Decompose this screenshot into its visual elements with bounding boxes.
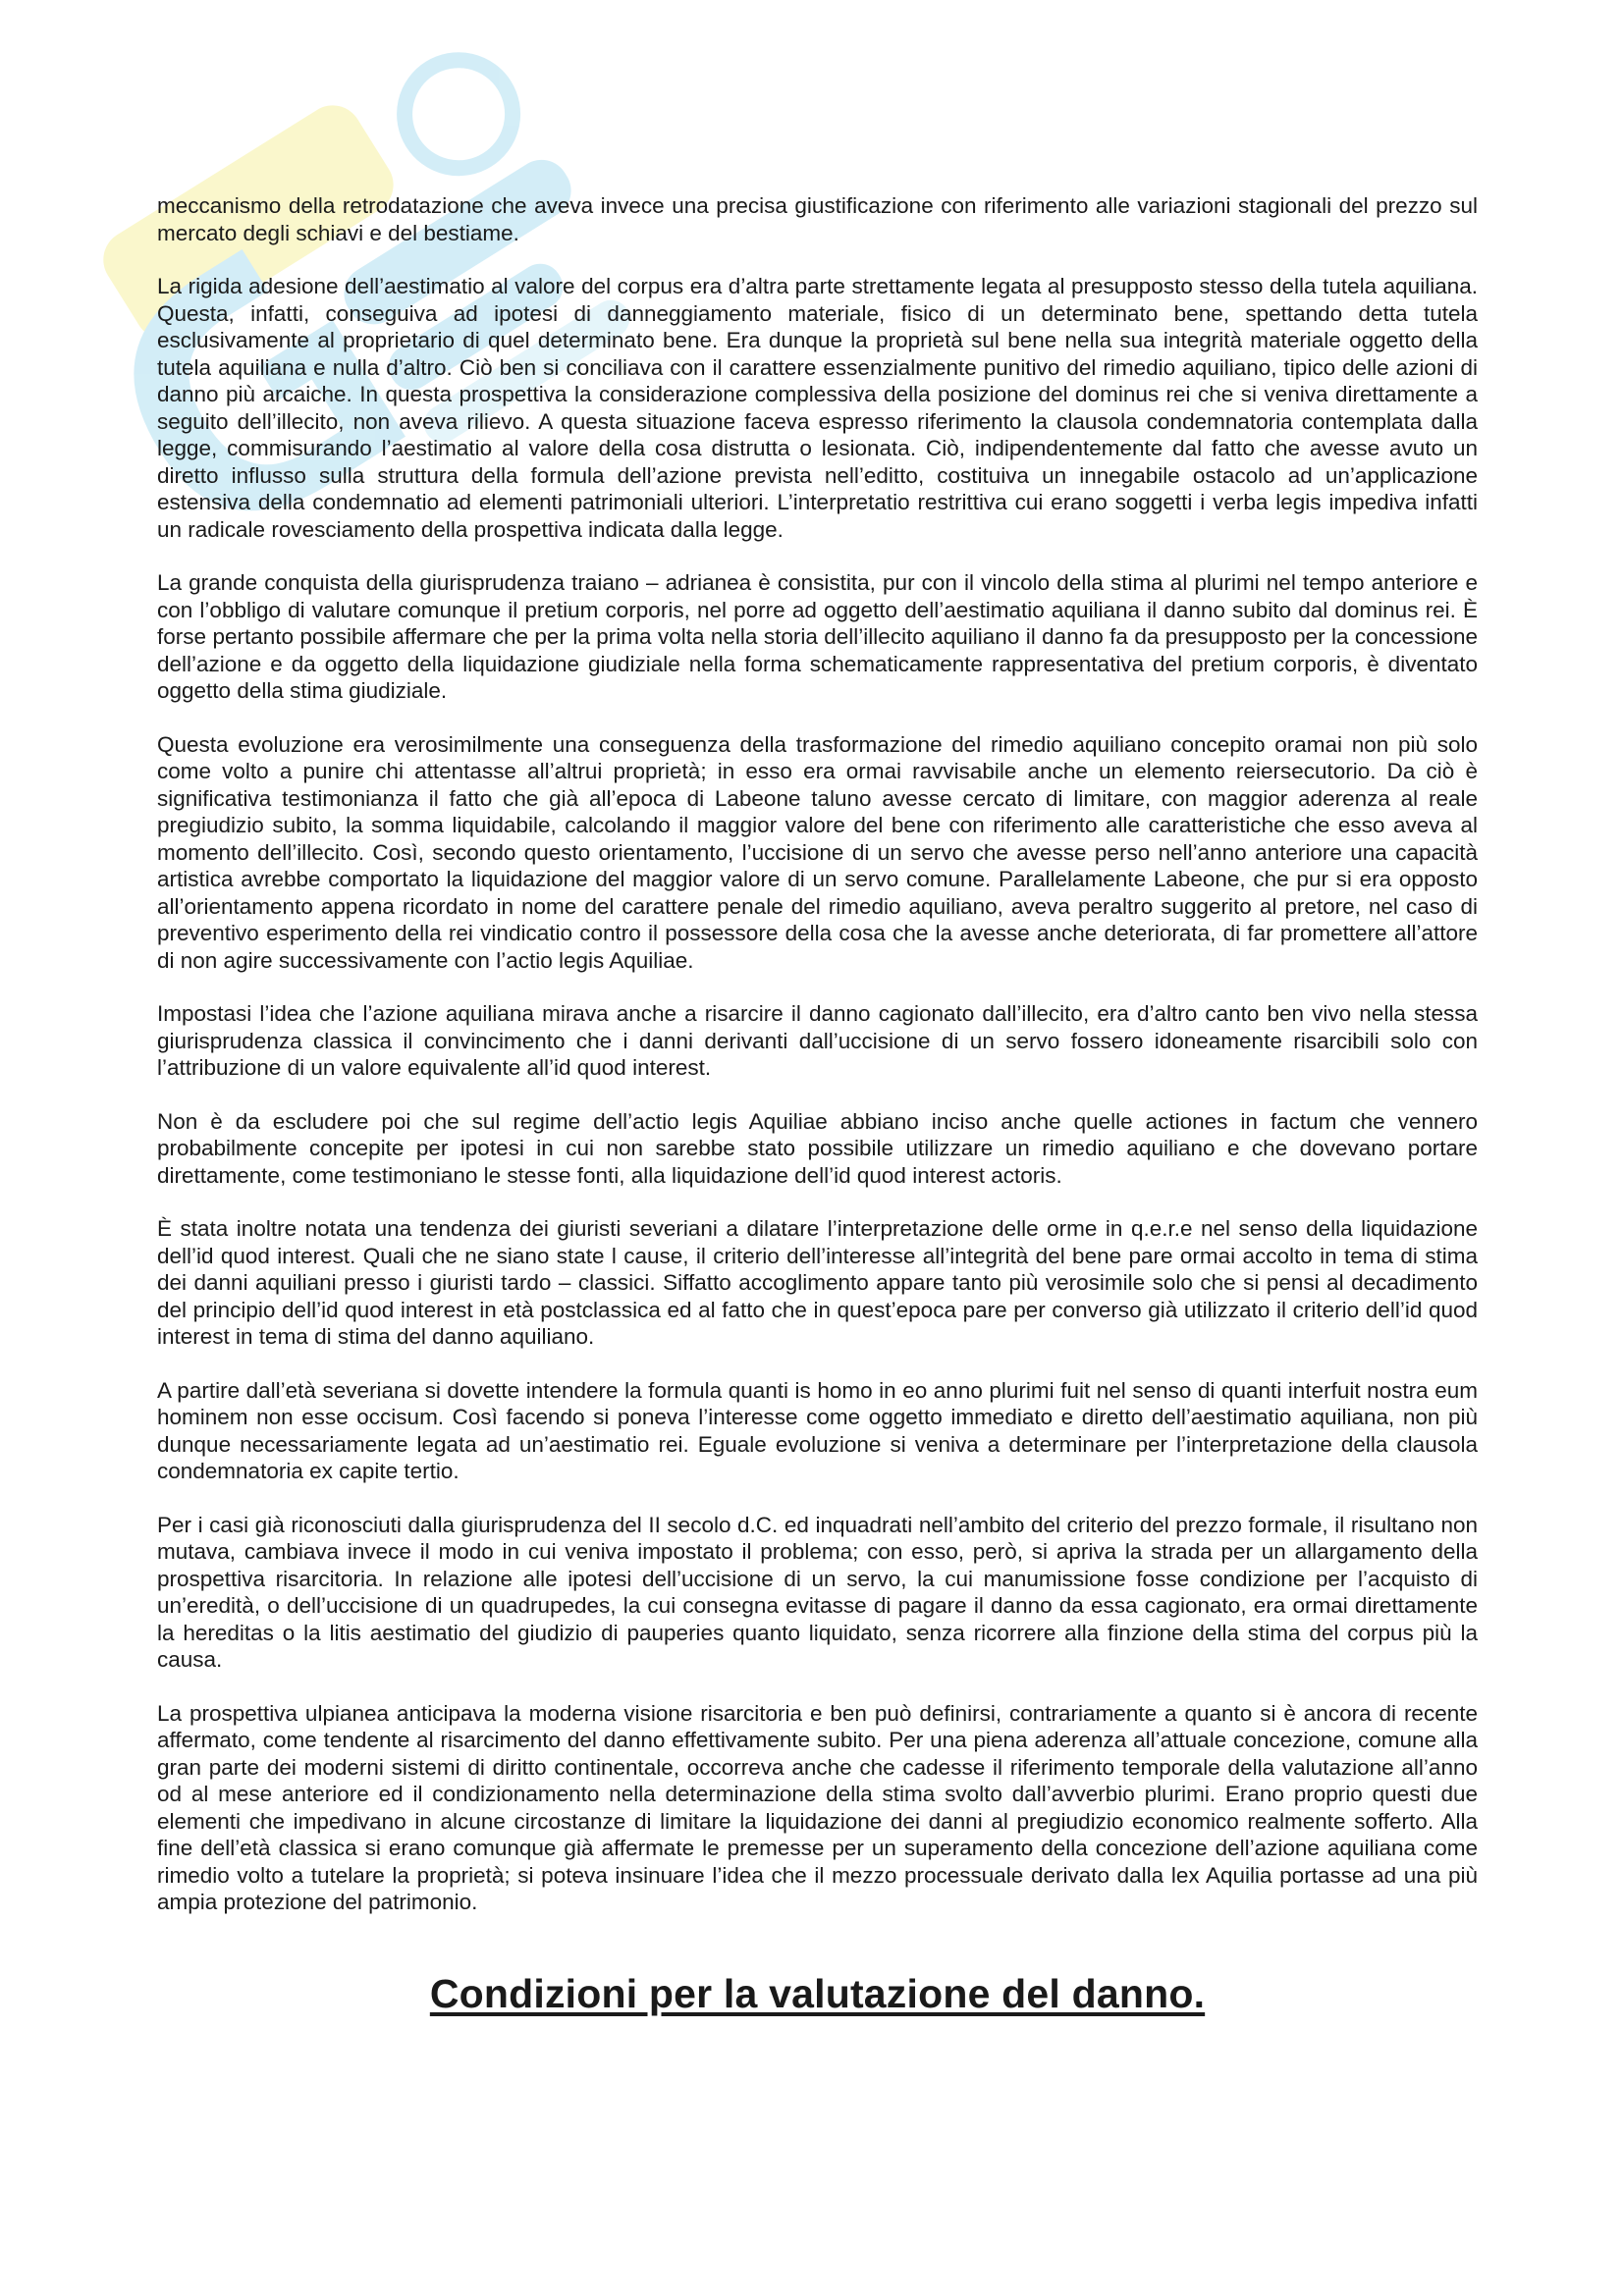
paragraph: Non è da escludere poi che sul regime dell’actio legis Aquiliae abbiano inciso anche quelle actiones in factum che vennero probabilmente concepite per ipotesi in cui non sarebbe stato possibile utilizzare un rimedio aquiliano e che dovevano portare direttamente, come testimoniano le stesse fonti, alla liquidazione dell’id quod interest actoris. [157,1108,1478,1188]
document-body [157,192,1478,2017]
paragraph: La prospettiva ulpianea anticipava la moderna visione risarcitoria e ben può definirsi, contrariamente a quanto si è ancora di recente affermato, come tendente al risarcimento del danno effettivamente subito. Per una piena aderenza all’attuale concezione, comune alla gran parte dei moderni sistemi di diritto continentale, occorreva anche che cadesse il riferimento temporale della valutazione all’anno od al mese anteriore ed il condizionamento nella determinazione della stima svolto dall’avverbio plurimi. Erano proprio questi due elementi che impedivano in alcune circostanze di limitare la liquidazione dei danni al pregiudizio economico realmente sofferto. Alla fine dell’età classica si erano comunque già affermate le premesse per un superamento della concezione dell’azione aquiliana come rimedio volto a tutelare la proprietà; si poteva insinuare l’idea che il mezzo processuale derivato dalla lex Aquilia portasse ad una più ampia protezione del patrimonio. [157,1700,1478,1914]
paragraph: È stata inoltre notata una tendenza dei giuristi severiani a dilatare l’interpretazione delle orme in q.e.r.e nel senso della liquidazione dell’id quod interest. Quali che ne siano state l cause, il criterio dell’interesse all’integrità del bene pare ormai accolto in tema di stima dei danni aquiliani presso i giuristi tardo – classici. Siffatto accoglimento appare tanto più verosimile solo che si pensi al decadimento del principio dell’id quod interest in età postclassica ed al fatto che in quest’epoca pare per converso già utilizzato il criterio dell’id quod interest in tema di stima del danno aquiliano. [157,1216,1478,1349]
paragraph: La rigida adesione dell’aestimatio al valore del corpus era d’altra parte strettamente legata al presupposto stesso della tutela aquiliana. Questa, infatti, conseguiva ad ipotesi di danneggiamento materiale, fisico di un determinato bene, spettando detta tutela esclusivamente al proprietario di quel determinato bene. Era dunque la proprietà sul bene nella sua integrità materiale oggetto della tutela aquiliana e nulla d’altro. Ciò ben si conciliava con il carattere essenzialmente punitivo del rimedio aquiliano, tipico delle azioni di danno più arcaiche. In questa prospettiva la considerazione complessiva della posizione del dominus rei che si veniva direttamente a seguito dell’illecito, non aveva rilievo. A questa situazione faceva espresso riferimento la clausola condemnatoria contemplata dalla legge, commisurando l’aestimatio al valore della cosa distrutta o lesionata. Ciò, indipendentemente dal fatto che avesse avuto un diretto influsso sulla struttura della formula dell’azione prevista nell’editto, costituiva un innegabile ostacolo ad un’applicazione estensiva della condemnatio ad elementi patrimoniali ulteriori. L’interpretatio restrittiva cui erano soggetti i verba legis impediva infatti un radicale rovesciamento della prospettiva indicata dalla legge. [157,274,1478,542]
paragraph: A partire dall’età severiana si dovette intendere la formula quanti is homo in eo anno plurimi fuit nel senso di quanti interfuit nostra eum hominem non esse occisum. Così facendo si poneva l’interesse come oggetto immediato e diretto dell’aestimatio aquiliana, non più dunque necessariamente legata ad un’aestimatio rei. Eguale evoluzione si veniva a determinare per l’interpretazione della clausola condemnatoria ex capite tertio. [157,1377,1478,1483]
paragraph: meccanismo della retrodatazione che aveva invece una precisa giustificazione con riferimento alle variazioni stagionali del prezzo sul mercato degli schiavi e del bestiame. [157,193,1478,245]
paragraph: Impostasi l’idea che l’azione aquiliana mirava anche a risarcire il danno cagionato dall’illecito, era d’altro canto ben vivo nella stessa giurisprudenza classica il convincimento che i danni derivanti dall’uccisione di un servo fossero idoneamente risarcibili solo con l’attribuzione di un valore equivalente all’id quod interest. [157,1001,1478,1080]
section-title: Condizioni per la valutazione del danno. [429,1970,1206,2016]
paragraph: La grande conquista della giurisprudenza traiano – adrianea è consistita, pur con il vincolo della stima al plurimi nel tempo anteriore e con l’obbligo di valutare comunque il pretium corporis, nel porre ad oggetto dell’aestimatio aquiliana il danno subito dal dominus rei. È forse pertanto possibile affermare che per la prima volta nella storia dell’illecito aquiliano il danno fa da presupposto per la concessione dell’azione e da oggetto della liquidazione giudiziale nella forma schematicamente rappresentativa del pretium corporis, è diventato oggetto della stima giudiziale. [157,570,1478,703]
paragraph: Per i casi già riconosciuti dalla giurisprudenza del II secolo d.C. ed inquadrati nell’ambito del criterio del prezzo formale, il risultano non mutava, cambiava invece il modo in cui veniva impostato il problema; con esso, però, si apriva la strada per un allargamento della prospettiva risarcitoria. In relazione alle ipotesi dell’uccisione di un servo, la cui manumissione fosse condizione per l’acquisto di un’eredità, o dell’uccisione di un quadrupedes, la cui consegna evitasse di pagare il danno da essa cagionato, era ormai direttamente la hereditas o la litis aestimatio del giudizio di pauperies quanto liquidato, senza ricorrere alla finzione della stima del corpus più la causa. [157,1512,1478,1672]
paragraph: Questa evoluzione era verosimilmente una conseguenza della trasformazione del rimedio aquiliano concepito oramai non più solo come volto a punire chi attentasse all’altrui proprietà; in esso era ormai ravvisabile anche un elemento reiersecutorio. Da ciò è significativa testimonianza il fatto che già all’epoca di Labeone taluno avesse cercato di limitare, con maggior aderenza al reale pregiudizio subito, la somma liquidabile, calcolando il maggior valore del bene con riferimento alle caratteristiche che esso aveva al momento dell’illecito. Così, secondo questo orientamento, l’uccisione di un servo che avesse perso nell’anno anteriore una capacità artistica avrebbe comportato la liquidazione del maggior valore di un servo comune. Parallelamente Labeone, che pur si era opposto all’orientamento appena ricordato in nome del carattere penale del rimedio aquiliano, aveva peraltro suggerito al pretore, nel caso di preventivo esperimento della rei vindicatio contro il possessore della cosa che la avesse anche deteriorata, di far promettere all’attore di non agire successivamente con l’actio legis Aquiliae. [157,731,1478,973]
